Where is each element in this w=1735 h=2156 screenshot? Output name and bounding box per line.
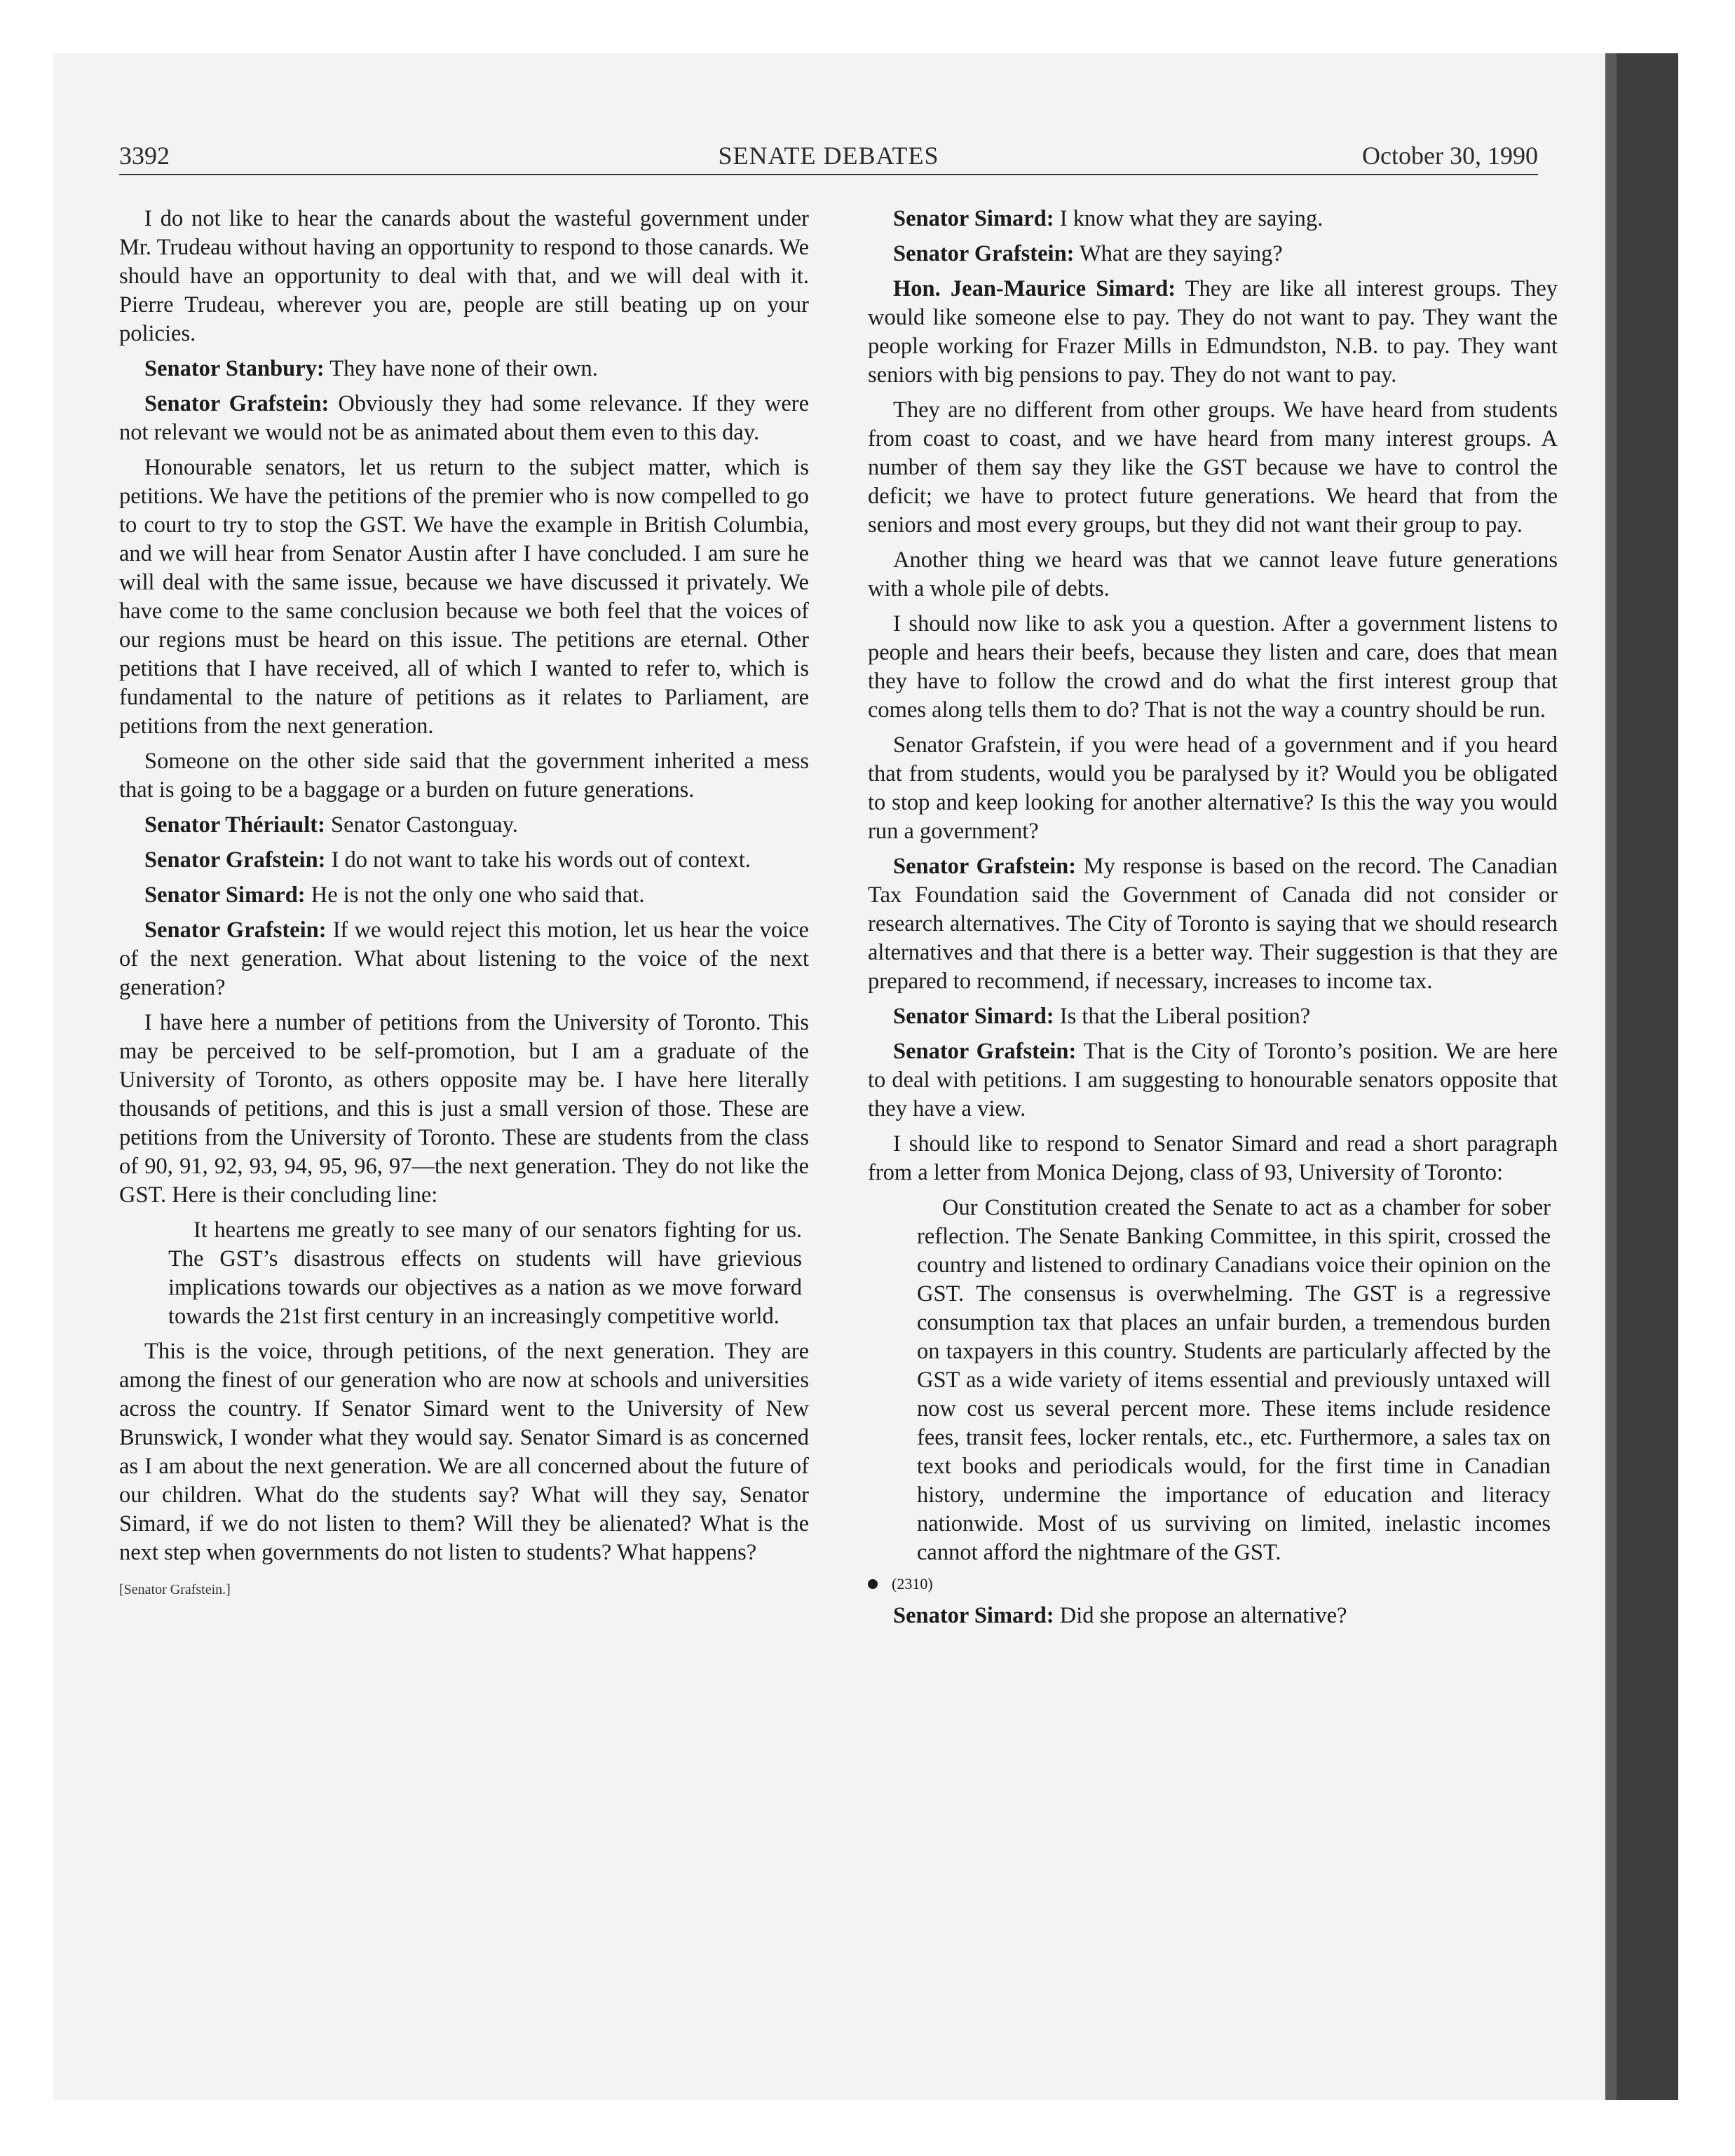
paragraph-text: I have here a number of petitions from the University of Toronto. This may be perceived to be self-promotion, but I am a graduate of the University of Toronto, as others opposite may be. I have here literally thousands of petitions, and this is just a small version of those. These are petitions from the University of Toronto. These are students from the class of 90, 91, 92, 93, 94, 95, 96, 97—the next generation. They do not like the GST. Here is their concluding line: [119, 1010, 809, 1208]
right-column [868, 205, 1558, 1637]
scan-edge-fade [1605, 53, 1617, 2100]
paragraph [868, 396, 1558, 540]
speech-paragraph [119, 390, 809, 447]
paragraph [119, 453, 809, 741]
paragraph-text: I know what they are saying. [1054, 206, 1324, 231]
speech-paragraph [119, 881, 809, 910]
paragraph-text: My response is based on the record. The Canadian Tax Foundation said the Government of Canada did not consider or research alternatives. The City of Toronto is saying that we should research alternatives and that there is a better way. Their suggestion is that they are prepared to recommend, if necessary, increases to income tax. [868, 854, 1558, 994]
paragraph [868, 546, 1558, 603]
speaker-name: Senator Grafstein: [144, 917, 327, 943]
continuation-note: [Senator Grafstein.] [119, 1582, 231, 1597]
scan-edge-shadow [1605, 53, 1678, 2100]
paragraph-text: They are no different from other groups. We have heard from students from coast to coast, and we have heard from many interest groups. A number of them say they like the GST because we have to control the deficit; we have to protect future generations. We heard that from the seniors and most every groups, but they did not want their group to pay. [868, 397, 1558, 538]
speaker-name: Senator Thériault: [144, 812, 325, 838]
paragraph-text: Honourable senators, let us return to the subject matter, which is petitions. We have the petitions of the premier who is now compelled to go to court to try to stop the GST. We have the example in British Columbia, and we will hear from Senator Austin after I have concluded. I am sure he will deal with the same issue, because we have discussed it privately. We have come to the same conclusion because we both feel that the voices of our regions must be heard on this issue. The petitions are eternal. Other petitions that I have received, all of which I wanted to refer to, which is fundamental to the nature of petitions as it relates to Parliament, are petitions from the next generation. [119, 455, 809, 739]
speaker-name: Senator Grafstein: [893, 1039, 1077, 1064]
speech-paragraph [119, 916, 809, 1002]
speech-paragraph [868, 240, 1558, 268]
speaker-name: Senator Simard: [893, 1004, 1054, 1029]
header-date: October 30, 1990 [1362, 142, 1538, 170]
paragraph [868, 731, 1558, 846]
speech-paragraph [868, 1002, 1558, 1031]
paragraph-text: I do not like to hear the canards about the wasteful government under Mr. Trudeau without having an opportunity to respond to those canards. We should have an opportunity to deal with that, and we will deal with it. Pierre Trudeau, wherever you are, people are still beating up on your policies. [119, 206, 809, 346]
speech-paragraph [119, 355, 809, 383]
speech-paragraph [868, 1602, 1558, 1630]
paragraph-text: They are like all interest groups. They would like someone else to pay. They do not want to pay. They want the people working for Frazer Mills in Edmundston, N.B. to pay. They want seniors with big pensions to pay. They do not want to pay. [868, 276, 1558, 388]
speech-paragraph [119, 811, 809, 840]
paragraph-text: I should now like to ask you a question. After a government listens to people and hears their beefs, because they listen and care, does that mean they have to follow the crowd and do what the first interest group that comes along tells them to do? That is not the way a country should be run. [868, 611, 1558, 723]
time-marker-text: (2310) [892, 1575, 933, 1592]
running-header [119, 137, 1538, 175]
speaker-name: Senator Simard: [144, 882, 306, 908]
paragraph [119, 1337, 809, 1567]
speaker-name: Senator Stanbury: [144, 356, 325, 381]
running-title: SENATE DEBATES [718, 142, 939, 170]
speech-paragraph [868, 275, 1558, 390]
paragraph [119, 1009, 809, 1210]
bullet-icon [868, 1579, 878, 1589]
paragraph-text: What are they saying? [1074, 241, 1283, 266]
speaker-name: Senator Grafstein: [893, 854, 1077, 879]
speech-paragraph [868, 205, 1558, 233]
paragraph-text: Senator Castonguay. [325, 812, 518, 838]
paragraph-text: This is the voice, through petitions, of the next generation. They are among the finest of our generation who are now at schools and universities across the country. If Senator Simard went to the University of New Brunswick, I wonder what they would say. Senator Simard is as concerned as I am about the next generation. We are all concerned about the future of our children. What do the students say? What will they say, Senator Simard, if we do not listen to them? Will they be alienated? What is the next step when governments do not listen to students? What happens? [119, 1339, 809, 1565]
quoted-passage [168, 1216, 802, 1331]
speaker-name: Senator Simard: [893, 1603, 1054, 1628]
paragraph-text: I do not want to take his words out of context. [325, 847, 751, 873]
speech-paragraph [119, 846, 809, 875]
quoted-passage [917, 1194, 1551, 1567]
speech-paragraph [868, 852, 1558, 996]
time-marker [868, 1574, 1558, 1595]
paragraph-text: Someone on the other side said that the government inherited a mess that is going to be a baggage or a burden on future generations. [119, 749, 809, 803]
left-column [119, 205, 809, 1599]
paragraph-text: It heartens me greatly to see many of our senators fighting for us. The GST’s disastrous effects on students will have grievious implications towards our objectives as a nation as we move forward towards the 21st first century in an increasingly competitive world. [168, 1217, 802, 1329]
speaker-name: Senator Simard: [893, 206, 1054, 231]
speaker-name: Senator Grafstein: [893, 241, 1075, 266]
paragraph [119, 205, 809, 348]
paragraph-text: They have none of their own. [324, 356, 598, 381]
speaker-name: Senator Grafstein: [144, 847, 326, 873]
speaker-name: Senator Grafstein: [144, 391, 329, 416]
paragraph [868, 1130, 1558, 1187]
speech-paragraph [868, 1037, 1558, 1124]
paragraph-text: Our Constitution created the Senate to act as a chamber for sober reflection. The Senate Banking Committee, in this spirit, crossed the country and listened to ordinary Canadians voice their opinion on the GST. The consensus is overwhelming. The GST is a regressive consumption tax that places an unfair burden, a tremendous burden on taxpayers in this country. Students are particularly affected by the GST as a wide variety of items essential and previously untaxed will now cost us several percent more. These items include residence fees, transit fees, locker rentals, etc., etc. Furthermore, a sales tax on text books and periodicals would, for the first time in Canadian history, undermine the importance of education and literacy nationwide. Most of us surviving on limited, inelastic incomes cannot afford the nightmare of the GST. [917, 1195, 1551, 1565]
speaker-name: Hon. Jean-Maurice Simard: [893, 276, 1176, 301]
paragraph-text: That is the City of Toronto’s position. We are here to deal with petitions. I am suggesting to honourable senators opposite that they have a view. [868, 1039, 1558, 1121]
paragraph-text: Obviously they had some relevance. If they were not relevant we would not be as animated about them even to this day. [119, 391, 809, 445]
page-number: 3392 [119, 142, 170, 170]
paragraph-text: Is that the Liberal position? [1054, 1004, 1311, 1029]
paragraph-text: He is not the only one who said that. [305, 882, 645, 908]
paragraph-text: Another thing we heard was that we cannot leave future generations with a whole pile of debts. [868, 547, 1558, 601]
paragraph-text: Senator Grafstein, if you were head of a government and if you heard that from students, would you be paralysed by it? Would you be obligated to stop and keep looking for another alternative? Is this the way you would run a government? [868, 732, 1558, 844]
paragraph [868, 610, 1558, 725]
paragraph-text: If we would reject this motion, let us hear the voice of the next generation. What about listening to the voice of the next generation? [119, 917, 809, 1000]
paragraph-text: Did she propose an alternative? [1054, 1603, 1347, 1628]
paragraph-text: I should like to respond to Senator Simard and read a short paragraph from a letter from Monica Dejong, class of 93, University of Toronto: [868, 1131, 1558, 1185]
paragraph [119, 747, 809, 805]
